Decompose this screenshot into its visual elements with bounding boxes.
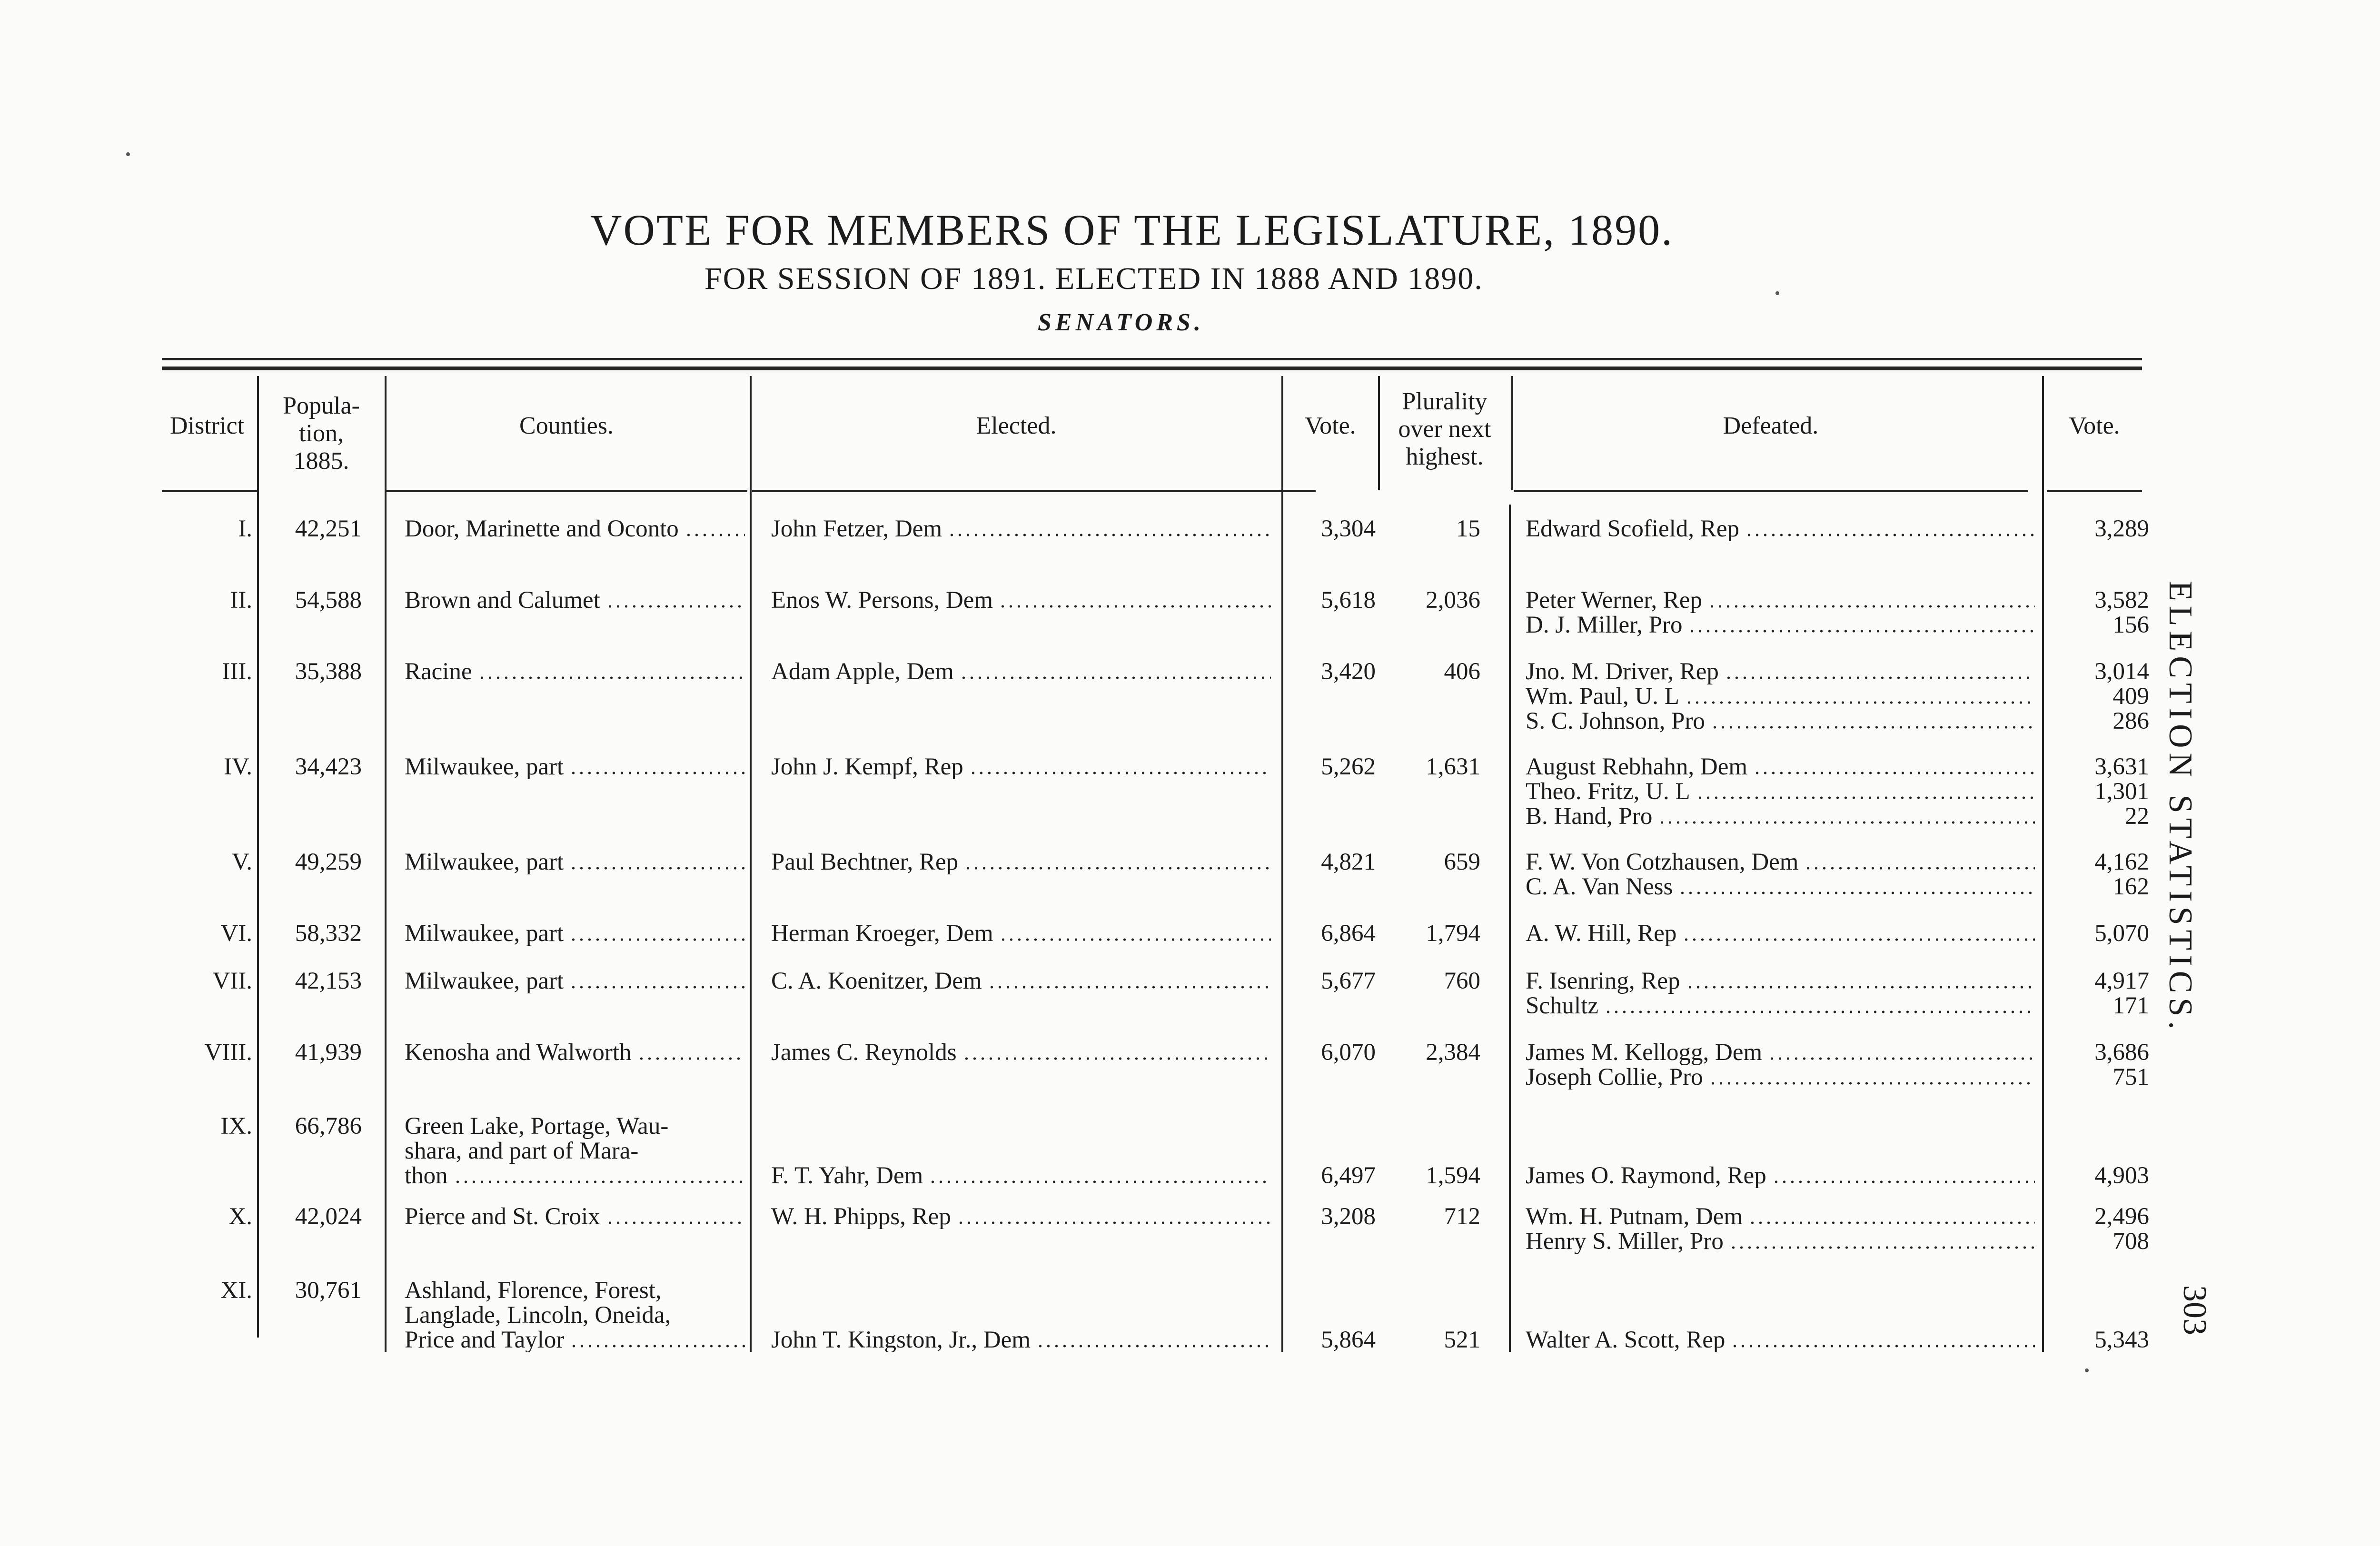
elected-cell: Paul Bechtner, Rep bbox=[771, 850, 959, 874]
leader-dots bbox=[1678, 892, 2035, 894]
elected-cell: James C. Reynolds bbox=[771, 1040, 957, 1065]
population-cell: 66,786 bbox=[295, 1113, 362, 1140]
leader-dots bbox=[606, 1221, 745, 1224]
district-cell: V. bbox=[231, 849, 252, 875]
page-title: VOTE FOR MEMBERS OF THE LEGISLATURE, 1890. bbox=[590, 206, 1674, 254]
leader-dots bbox=[929, 1180, 1271, 1183]
defeated-vote-cell: 4,903 bbox=[2094, 1162, 2149, 1189]
district-cell: X. bbox=[228, 1203, 252, 1230]
district-cell: II. bbox=[230, 587, 252, 614]
leader-dots bbox=[1036, 1345, 1271, 1348]
leader-dots bbox=[1708, 605, 2035, 608]
plurality-cell: 659 bbox=[1444, 849, 1480, 875]
plurality-cell: 760 bbox=[1444, 968, 1480, 994]
leader-dots bbox=[637, 1057, 745, 1060]
defeated-vote-cell: 4,917 171 bbox=[2094, 968, 2149, 1019]
defeated-vote-cell: 4,162 162 bbox=[2094, 849, 2149, 900]
print-speck bbox=[1775, 291, 1779, 295]
leader-dots bbox=[570, 1345, 745, 1348]
header-population: Popula- tion, 1885. bbox=[283, 392, 360, 475]
population-cell: 42,024 bbox=[295, 1203, 362, 1230]
defeated-vote-cell: 3,686 751 bbox=[2094, 1039, 2149, 1090]
defeated-vote-cell: 5,070 bbox=[2094, 920, 2149, 947]
counties-cell: Milwaukee, part bbox=[405, 754, 564, 779]
leader-dots bbox=[1768, 1057, 2035, 1060]
leader-dots bbox=[478, 676, 745, 679]
counties-cell: Green Lake, Portage, Wau- shara, and part of Mara- thon bbox=[405, 1114, 669, 1188]
leader-dots bbox=[684, 534, 745, 536]
defeated-cell: James O. Raymond, Rep bbox=[1526, 1163, 1766, 1188]
column-separator bbox=[257, 376, 259, 1338]
defeated-cell: August Rebhahn, Dem Theo. Fritz, U. L B. Hand, Pro bbox=[1526, 754, 1748, 829]
header-underline bbox=[752, 490, 1316, 492]
leader-dots bbox=[569, 938, 745, 941]
vote-cell: 4,821 bbox=[1321, 849, 1376, 875]
plurality-cell: 1,594 bbox=[1426, 1162, 1480, 1189]
leader-dots bbox=[1604, 1011, 2035, 1013]
leader-dots bbox=[569, 867, 745, 870]
defeated-cell: Walter A. Scott, Rep bbox=[1526, 1328, 1726, 1352]
header-underline bbox=[2047, 490, 2142, 492]
leader-dots bbox=[1685, 701, 2035, 704]
population-cell: 34,423 bbox=[295, 753, 362, 780]
elected-cell: John Fetzer, Dem bbox=[771, 516, 942, 541]
leader-dots bbox=[569, 986, 745, 989]
district-cell: I. bbox=[238, 515, 252, 542]
header-vote: Vote. bbox=[1305, 412, 1356, 439]
leader-dots bbox=[1753, 772, 2035, 774]
defeated-cell: A. W. Hill, Rep bbox=[1526, 921, 1677, 946]
elected-cell: John J. Kempf, Rep bbox=[771, 754, 963, 779]
plurality-cell: 2,384 bbox=[1426, 1039, 1480, 1066]
leader-dots bbox=[1731, 1345, 2035, 1348]
plurality-cell: 1,631 bbox=[1426, 753, 1480, 780]
leader-dots bbox=[569, 772, 745, 774]
leader-dots bbox=[454, 1180, 745, 1183]
vote-cell: 5,677 bbox=[1321, 968, 1376, 994]
leader-dots bbox=[1682, 938, 2035, 941]
leader-dots bbox=[948, 534, 1271, 536]
counties-cell: Milwaukee, part bbox=[405, 850, 564, 874]
vote-cell: 6,497 bbox=[1321, 1162, 1376, 1189]
defeated-cell: F. Isenring, Rep Schultz bbox=[1526, 969, 1680, 1018]
counties-cell: Pierce and St. Croix bbox=[405, 1204, 600, 1229]
leader-dots bbox=[999, 938, 1271, 941]
leader-dots bbox=[969, 772, 1271, 774]
defeated-cell: James M. Kellogg, Dem Joseph Collie, Pro bbox=[1526, 1040, 1763, 1090]
district-cell: VII. bbox=[212, 968, 252, 994]
plurality-cell: 406 bbox=[1444, 658, 1480, 685]
leader-dots bbox=[1804, 867, 2035, 870]
leader-dots bbox=[988, 986, 1271, 989]
counties-cell: Milwaukee, part bbox=[405, 921, 564, 946]
counties-cell: Milwaukee, part bbox=[405, 969, 564, 993]
defeated-vote-cell: 2,496 708 bbox=[2094, 1203, 2149, 1255]
plurality-cell: 1,794 bbox=[1426, 920, 1480, 947]
leader-dots bbox=[1772, 1180, 2035, 1183]
vote-cell: 3,420 bbox=[1321, 658, 1376, 685]
leader-dots bbox=[1729, 1246, 2035, 1249]
defeated-vote-cell: 3,014 409 286 bbox=[2094, 658, 2149, 734]
elected-cell: Adam Apple, Dem bbox=[771, 659, 954, 684]
counties-cell: Ashland, Florence, Forest, Langlade, Lincoln, Oneida, Price and Taylor bbox=[405, 1278, 671, 1352]
column-separator bbox=[1511, 376, 1513, 490]
district-cell: IX. bbox=[220, 1113, 252, 1140]
defeated-vote-cell: 3,582 156 bbox=[2094, 587, 2149, 638]
elected-cell: Enos W. Persons, Dem bbox=[771, 588, 993, 613]
district-cell: IV. bbox=[224, 753, 252, 780]
section-heading: SENATORS. bbox=[1038, 309, 1204, 336]
defeated-vote-cell: 3,289 bbox=[2094, 515, 2149, 542]
header-defeated: Defeated. bbox=[1723, 412, 1819, 439]
population-cell: 42,153 bbox=[295, 968, 362, 994]
column-separator bbox=[1509, 505, 1511, 1352]
vote-cell: 3,304 bbox=[1321, 515, 1376, 542]
header-plurality: Plurality over next highest. bbox=[1398, 388, 1491, 470]
leader-dots bbox=[1688, 630, 2035, 633]
counties-cell: Brown and Calumet bbox=[405, 588, 600, 613]
leader-dots bbox=[962, 1057, 1271, 1060]
district-cell: III. bbox=[222, 658, 252, 685]
population-cell: 54,588 bbox=[295, 587, 362, 614]
population-cell: 49,259 bbox=[295, 849, 362, 875]
leader-dots bbox=[1709, 1082, 2035, 1085]
page-number: 303 bbox=[2176, 1285, 2213, 1335]
population-cell: 58,332 bbox=[295, 920, 362, 947]
defeated-vote-cell: 3,631 1,301 22 bbox=[2094, 753, 2149, 830]
header-defeated-vote: Vote. bbox=[2069, 412, 2120, 439]
page-subtitle: FOR SESSION OF 1891. ELECTED IN 1888 AND 1890. bbox=[704, 261, 1483, 296]
vote-cell: 5,262 bbox=[1321, 753, 1376, 780]
header-underline bbox=[385, 490, 747, 492]
counties-cell: Kenosha and Walworth bbox=[405, 1040, 632, 1065]
leader-dots bbox=[964, 867, 1271, 870]
plurality-cell: 712 bbox=[1444, 1203, 1480, 1230]
elected-cell: Herman Kroeger, Dem bbox=[771, 921, 993, 946]
print-speck bbox=[126, 152, 130, 156]
leader-dots bbox=[999, 605, 1271, 608]
column-separator bbox=[750, 376, 752, 1352]
elected-cell: F. T. Yahr, Dem bbox=[771, 1163, 923, 1188]
header-elected: Elected. bbox=[976, 412, 1057, 439]
counties-cell: Door, Marinette and Oconto bbox=[405, 516, 679, 541]
plurality-cell: 2,036 bbox=[1426, 587, 1480, 614]
population-cell: 30,761 bbox=[295, 1277, 362, 1304]
defeated-cell: Wm. H. Putnam, Dem Henry S. Miller, Pro bbox=[1526, 1204, 1743, 1254]
vote-cell: 5,618 bbox=[1321, 587, 1376, 614]
header-underline bbox=[1514, 490, 2028, 492]
plurality-cell: 521 bbox=[1444, 1327, 1480, 1353]
population-cell: 41,939 bbox=[295, 1039, 362, 1066]
leader-dots bbox=[1686, 986, 2035, 989]
side-heading: ELECTION STATISTICS. bbox=[2162, 581, 2199, 1034]
plurality-cell: 15 bbox=[1456, 515, 1480, 542]
elected-cell: W. H. Phipps, Rep bbox=[771, 1204, 951, 1229]
leader-dots bbox=[1745, 534, 2035, 536]
header-underline bbox=[162, 490, 257, 492]
population-cell: 42,251 bbox=[295, 515, 362, 542]
defeated-cell: Jno. M. Driver, Rep Wm. Paul, U. L S. C. Johnson, Pro bbox=[1526, 659, 1719, 733]
column-separator bbox=[385, 376, 387, 1352]
leader-dots bbox=[1658, 821, 2035, 824]
top-rule bbox=[162, 358, 2142, 360]
leader-dots bbox=[960, 676, 1271, 679]
print-speck bbox=[2085, 1368, 2089, 1372]
header-district: District bbox=[170, 412, 244, 439]
vote-cell: 6,070 bbox=[1321, 1039, 1376, 1066]
district-cell: XI. bbox=[220, 1277, 252, 1304]
defeated-cell: Edward Scofield, Rep bbox=[1526, 516, 1739, 541]
header-counties: Counties. bbox=[519, 412, 614, 439]
leader-dots bbox=[606, 605, 745, 608]
vote-cell: 5,864 bbox=[1321, 1327, 1376, 1353]
top-rule-2 bbox=[162, 367, 2142, 370]
column-separator bbox=[1281, 376, 1283, 1352]
leader-dots bbox=[1725, 676, 2035, 679]
district-cell: VIII. bbox=[204, 1039, 252, 1066]
defeated-cell: F. W. Von Cotzhausen, Dem C. A. Van Ness bbox=[1526, 850, 1799, 899]
population-cell: 35,388 bbox=[295, 658, 362, 685]
defeated-vote-cell: 5,343 bbox=[2094, 1327, 2149, 1353]
vote-cell: 3,208 bbox=[1321, 1203, 1376, 1230]
leader-dots bbox=[957, 1221, 1271, 1224]
elected-cell: John T. Kingston, Jr., Dem bbox=[771, 1328, 1031, 1352]
defeated-cell: Peter Werner, Rep D. J. Miller, Pro bbox=[1526, 588, 1703, 637]
leader-dots bbox=[1748, 1221, 2035, 1224]
counties-cell: Racine bbox=[405, 659, 472, 684]
elected-cell: C. A. Koenitzer, Dem bbox=[771, 969, 982, 993]
leader-dots bbox=[1696, 796, 2035, 799]
vote-cell: 6,864 bbox=[1321, 920, 1376, 947]
leader-dots bbox=[1711, 726, 2035, 729]
district-cell: VI. bbox=[220, 920, 252, 947]
